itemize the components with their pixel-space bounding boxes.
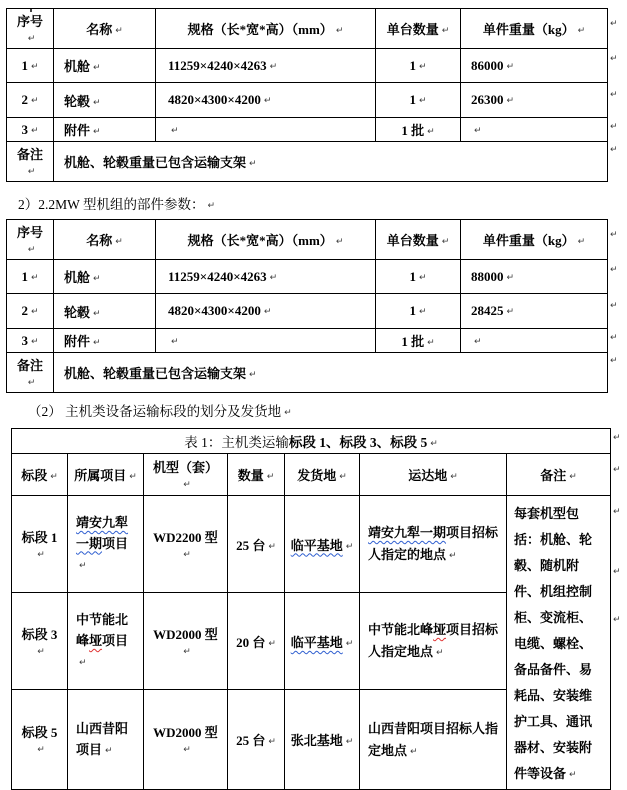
text-segment: 表 1：主机类运输 [184,435,289,450]
text-segment: 靖安九犁一期 [368,525,447,541]
data-cell-dimensions: 11259×4240×4263 ↵ [156,260,376,294]
data-cell-dimensions: 4820×4300×4200 ↵ [156,83,376,118]
remark-merged-cell: 每套机型包括：机舱、轮毂、随机附件、机组控制柜、变流柜、电缆、螺栓、备品备件、易耗品、安装维护工具、通讯器材、安装附件等设备 ↵ [507,496,611,790]
paragraph-mark-icon: ↵ [268,737,276,748]
header-cell-name: 名称 ↵ [54,220,156,260]
data-cell-qty: 1 ↵ [376,294,461,329]
text-segment: 临平基地 [290,634,343,650]
data-cell-quantity: 25 台 ↵ [228,690,285,790]
paragraph-mark-icon: ↵ [506,61,515,72]
text-segment: 垭 [433,622,447,638]
data-cell-seq: 1 ↵ [7,260,54,294]
header-cell-qty: 单台数量 ↵ [376,9,461,49]
paragraph-mark-icon: ↵ [30,336,39,347]
table-row [7,83,608,118]
data-cell-destination [360,690,507,790]
data-cell-origin [285,690,360,790]
paragraph-mark-icon: ↵ [27,167,36,177]
note-label-cell: 备注↵ [7,142,54,182]
data-cell-qty: 1 ↵ [376,49,461,83]
paragraph-mark-icon: ↵ [418,307,427,317]
spec-table-1 [6,8,608,182]
paragraph-mark-icon: ↵ [183,646,191,657]
header-cell-weight: 单件重量（kg） ↵ [461,9,608,49]
paragraph-mark-icon: ↵ [418,272,427,283]
header-cell-dimensions: 规格（长*宽*高）（mm） ↵ [156,9,376,49]
data-cell-seq: 1 ↵ [7,49,54,83]
paragraph-mark-icon: ↵ [79,657,87,668]
paragraph-mark-icon: ↵ [441,26,450,36]
header-cell-dimensions: 规格（长*宽*高）（mm） ↵ [156,220,376,260]
table-row [7,142,608,182]
note-cell: 机舱、轮毂重量已包含运输支架 ↵ [54,142,608,182]
section-heading-text: （2） 主机类设备运输标段的划分及发货地 ↵ [28,404,292,419]
table-row [12,454,611,496]
data-cell-name: 附件 ↵ [54,329,156,353]
header-cell-model: 机型（套）↵ [144,454,228,496]
table-row [12,429,611,454]
data-cell-seq: 3 ↵ [7,118,54,142]
paragraph-mark-icon: ↵ [30,125,39,136]
paragraph-mark-icon: ↵ [268,638,276,649]
paragraph-mark-icon: ↵ [577,26,586,36]
row-end-mark-icon: ↵ [610,19,618,29]
table-row [7,329,608,353]
paragraph-mark-icon: ↵ [569,770,577,780]
paragraph-mark-icon: ↵ [263,96,272,106]
paragraph-mark-icon: ↵ [266,472,275,482]
row-end-mark-icon: ↵ [610,145,618,155]
paragraph-mark-icon: ↵ [79,560,87,571]
paragraph-mark-icon: ↵ [441,237,450,247]
header-cell-quantity: 数量 ↵ [228,454,285,496]
paragraph-mark-icon: ↵ [93,308,101,319]
note-label-cell: 备注↵ [7,353,54,393]
paragraph-mark-icon: ↵ [263,307,272,317]
paragraph-mark-icon: ↵ [474,336,482,347]
paragraph-mark-icon: ↵ [93,274,101,284]
paragraph-mark-icon: ↵ [249,159,257,169]
paragraph-mark-icon: ↵ [129,472,137,482]
text-segment: 中节能北峰 [368,622,434,638]
paragraph-mark-icon: ↵ [339,472,347,482]
paragraph-mark-icon: ↵ [93,338,101,348]
paragraph-mark-icon: ↵ [335,26,344,36]
spec-table-1-wrapper [6,8,618,182]
row-end-mark-icon: ↵ [610,333,618,343]
paragraph-mark-icon: ↵ [30,307,39,317]
data-cell-model: WD2200 型↵ [144,496,228,593]
data-cell-dimensions [156,118,376,142]
row-end-mark-icon: ↵ [610,90,618,100]
text-segment: 临平基地 [290,537,343,553]
paragraph-mark-icon: ↵ [30,96,39,106]
table-row [7,118,608,142]
transport-table [11,428,611,790]
paragraph-mark-icon: ↵ [345,541,354,552]
paragraph-mark-icon: ↵ [183,745,191,756]
paragraph-mark-icon: ↵ [284,408,292,418]
paragraph-mark-icon: ↵ [27,245,36,255]
paragraph-mark-icon: ↵ [105,745,113,756]
paragraph-mark-icon: ↵ [27,34,36,44]
data-cell-qty: 1 批 ↵ [376,329,461,353]
data-cell-weight: 28425 ↵ [461,294,608,329]
data-cell-destination [360,496,507,593]
header-cell-seq: 序号↵ [7,220,54,260]
paragraph-mark-icon: ↵ [37,646,45,657]
text-segment: 靖安九犁一期 [76,514,129,551]
header-cell-section: 标段 ↵ [12,454,68,496]
header-cell-remark: 备注 ↵ [507,454,611,496]
data-cell-qty: 1 ↵ [376,83,461,118]
data-cell-section: 标段 5↵ [12,690,68,790]
header-cell-qty: 单台数量 ↵ [376,220,461,260]
paragraph-mark-icon: ↵ [335,237,344,247]
paragraph-mark-icon: ↵ [418,61,427,72]
row-end-mark-icon: ↵ [613,465,621,475]
paragraph-mark-icon: ↵ [115,26,123,36]
data-cell-qty: 1 ↵ [376,260,461,294]
data-cell-project [68,690,144,790]
data-cell-origin [285,496,360,593]
data-cell-weight [461,118,608,142]
table-row [7,294,608,329]
paragraph-mark-icon: ↵ [269,61,278,72]
row-end-mark-icon: ↵ [610,356,618,366]
header-cell-project: 所属项目 ↵ [68,454,144,496]
spec-table-2 [6,219,608,393]
text-segment: 垭 [89,632,103,648]
text-segment: 项目招标人指定的地点 [368,525,499,563]
paragraph-mark-icon: ↵ [474,125,482,136]
paragraph-mark-icon: ↵ [450,472,458,482]
data-cell-destination [360,593,507,690]
header-cell-origin: 发货地 ↵ [285,454,360,496]
data-cell-dimensions [156,329,376,353]
data-cell-origin [285,593,360,690]
header-cell-name: 名称 ↵ [54,9,156,49]
paragraph-mark-icon: ↵ [506,307,515,317]
paragraph-mark-icon: ↵ [183,549,191,560]
paragraph-mark-icon: ↵ [268,541,276,552]
data-cell-model: WD2000 型↵ [144,593,228,690]
text-segment: 项目招标人指定地点 [368,622,499,660]
paragraph-mark-icon: ↵ [410,746,418,757]
paragraph-mark-icon: ↵ [37,745,45,756]
data-cell-project [68,496,144,593]
section-heading-text: 2）2.2MW 型机组的部件参数： ↵ [18,197,216,212]
data-cell-project [68,593,144,690]
data-cell-name: 轮毂 ↵ [54,294,156,329]
data-cell-name: 机舱 ↵ [54,49,156,83]
data-cell-seq: 3 ↵ [7,329,54,353]
data-cell-model: WD2000 型↵ [144,690,228,790]
data-cell-dimensions: 4820×4300×4200 ↵ [156,294,376,329]
paragraph-mark-icon: ↵ [93,127,101,137]
paragraph-mark-icon: ↵ [93,97,101,108]
data-cell-weight [461,329,608,353]
row-end-mark-icon: ↵ [610,265,618,275]
spec-table-2-wrapper [6,219,618,393]
table-row [7,260,608,294]
paragraph-mark-icon: ↵ [30,61,39,72]
word-document-page [0,8,627,781]
data-cell-quantity: 25 台 ↵ [228,496,285,593]
paragraph-mark-icon: ↵ [93,63,101,73]
data-cell-qty: 1 批 ↵ [376,118,461,142]
paragraph-mark-icon: ↵ [345,737,354,748]
header-cell-destination: 运达地 ↵ [360,454,507,496]
data-cell-name: 机舱 ↵ [54,260,156,294]
text-segment: 项目 [102,632,129,648]
text-segment: 张北基地 [290,733,343,749]
paragraph-mark-icon: ↵ [269,272,278,283]
paragraph-mark-icon: ↵ [427,338,435,348]
paragraph-mark-icon: ↵ [436,648,444,659]
paragraph-mark-icon: ↵ [427,127,435,137]
table-row [7,9,608,49]
row-end-mark-icon: ↵ [613,615,621,625]
paragraph-mark-icon: ↵ [418,96,427,106]
paragraph-mark-icon: ↵ [30,272,39,283]
section-heading-transport [28,400,627,420]
paragraph-mark-icon: ↵ [115,237,123,247]
paragraph-mark-icon: ↵ [506,272,515,283]
data-cell-name: 附件 ↵ [54,118,156,142]
data-cell-section: 标段 1↵ [12,496,68,593]
paragraph-mark-icon: ↵ [171,125,179,136]
table-row [7,220,608,260]
paragraph-mark-icon: ↵ [345,638,354,649]
header-cell-weight: 单件重量（kg） ↵ [461,220,608,260]
paragraph-mark-icon: ↵ [207,201,216,211]
text-segment: 标段 1、标段 3、标段 5 [288,435,428,450]
paragraph-mark-icon: ↵ [183,480,191,490]
paragraph-mark-icon: ↵ [506,96,515,106]
row-end-mark-icon: ↵ [613,567,621,577]
text-segment: 山西昔阳项目招标人指定地点 [368,720,499,758]
paragraph-mark-icon: ↵ [50,472,58,482]
paragraph-mark-icon: ↵ [249,370,257,380]
row-end-mark-icon: ↵ [610,230,618,240]
row-end-mark-icon: ↵ [610,301,618,311]
table-row [7,353,608,393]
data-cell-seq: 2 ↵ [7,294,54,329]
section-heading-2-2mw [18,193,627,213]
data-cell-weight: 26300 ↵ [461,83,608,118]
data-cell-weight: 88000 ↵ [461,260,608,294]
table-row [12,496,611,593]
paragraph-mark-icon: ↵ [171,336,179,347]
row-end-mark-icon: ↵ [613,507,621,517]
paragraph-mark-icon: ↵ [430,439,438,449]
data-cell-dimensions: 11259×4240×4263 ↵ [156,49,376,83]
data-cell-section: 标段 3↵ [12,593,68,690]
note-cell: 机舱、轮毂重量已包含运输支架 ↵ [54,353,608,393]
header-cell-seq: 序号↵ [7,9,54,49]
paragraph-mark-icon: ↵ [27,378,36,388]
table-row [7,49,608,83]
table-title-cell [12,429,611,454]
paragraph-mark-icon: ↵ [577,237,586,247]
transport-table-wrapper [11,428,621,790]
row-end-mark-icon: ↵ [613,433,621,443]
data-cell-seq: 2 ↵ [7,83,54,118]
row-end-mark-icon: ↵ [610,54,618,64]
data-cell-weight: 86000 ↵ [461,49,608,83]
paragraph-mark-icon: ↵ [569,472,577,482]
paragraph-mark-icon: ↵ [449,551,457,562]
paragraph-mark-icon: ↵ [37,549,45,560]
data-cell-quantity: 20 台 ↵ [228,593,285,690]
text-segment: 项目 [102,535,129,551]
data-cell-name: 轮毂 ↵ [54,83,156,118]
row-end-mark-icon: ↵ [610,122,618,132]
text-segment: 山西昔阳项目 [76,720,129,757]
text-segment: 中节能北峰 [76,612,129,648]
